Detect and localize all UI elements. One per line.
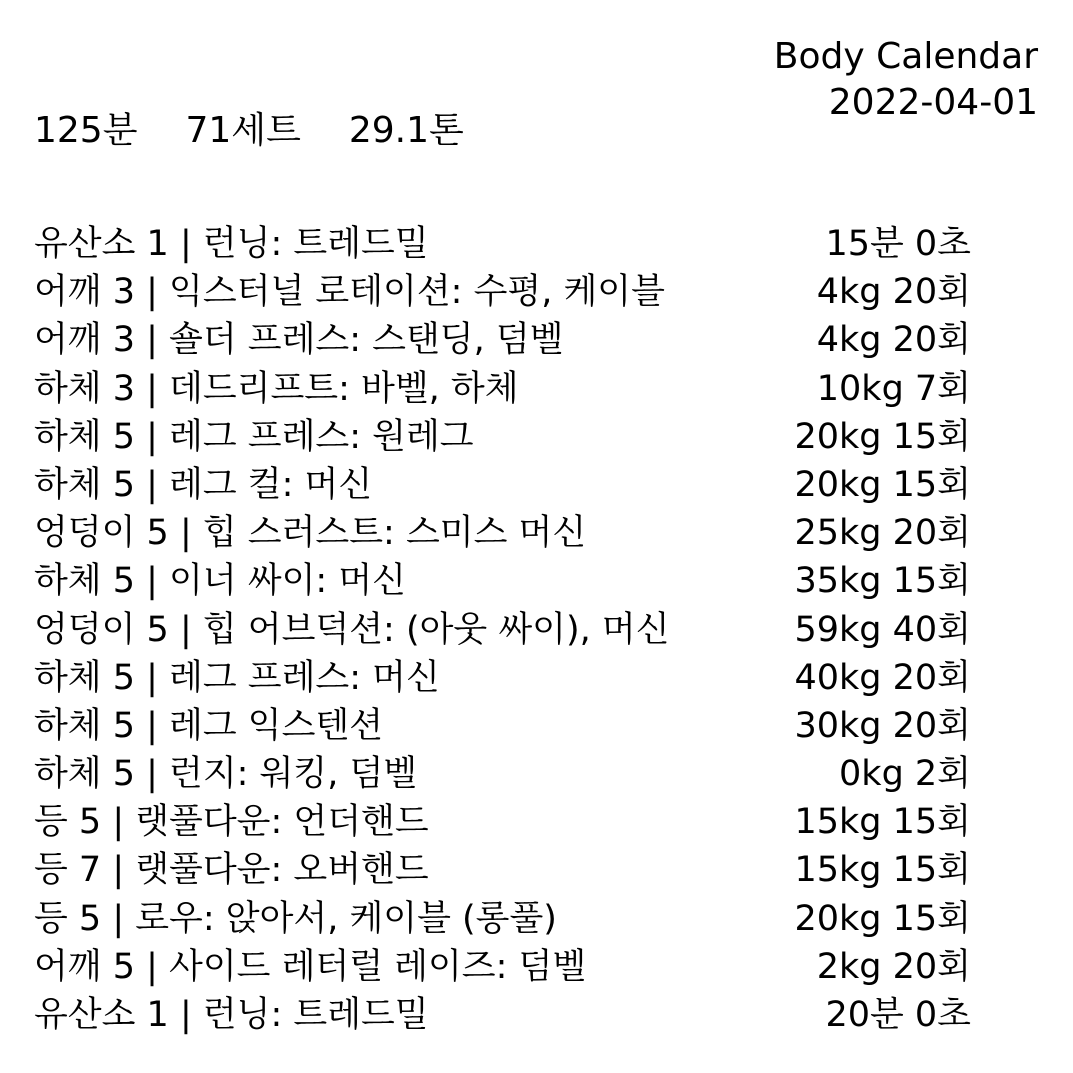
exercise-name: 하체 5 | 레그 프레스: 머신 — [34, 657, 440, 698]
exercise-row — [34, 316, 971, 364]
exercise-value: 40kg 20회 — [794, 657, 971, 698]
exercise-name: 등 7 | 랫풀다운: 오버핸드 — [34, 850, 429, 891]
workout-date: 2022-04-01 — [828, 82, 1038, 123]
exercise-row — [34, 557, 971, 605]
exercise-value: 20kg 15회 — [794, 416, 971, 457]
exercise-value: 15kg 15회 — [794, 802, 971, 843]
exercise-value: 20kg 15회 — [794, 898, 971, 939]
exercise-name: 어깨 3 | 익스터널 로테이션: 수평, 케이블 — [34, 272, 665, 313]
exercise-value: 0kg 2회 — [839, 754, 971, 795]
exercise-row — [34, 509, 971, 557]
exercise-value: 59kg 40회 — [794, 609, 971, 650]
app-title: Body Calendar — [773, 36, 1038, 77]
exercise-value: 15kg 15회 — [794, 850, 971, 891]
exercise-name: 하체 5 | 레그 컬: 머신 — [34, 464, 373, 505]
exercise-row — [34, 895, 971, 943]
exercise-value: 35kg 15회 — [794, 561, 971, 602]
exercise-row — [34, 750, 971, 798]
exercise-value: 15분 0초 — [825, 224, 971, 264]
exercise-row — [34, 798, 971, 846]
exercise-row — [34, 413, 971, 461]
exercise-name: 어깨 3 | 숄더 프레스: 스탠딩, 덤벨 — [34, 320, 564, 361]
summary-duration: 125분 — [34, 110, 138, 151]
exercise-value: 2kg 20회 — [816, 946, 971, 987]
exercise-row — [34, 606, 971, 654]
exercise-name: 하체 5 | 레그 익스텐션 — [34, 705, 384, 746]
exercise-name: 등 5 | 로우: 앉아서, 케이블 (롱풀) — [34, 898, 557, 939]
exercise-value: 4kg 20회 — [816, 272, 971, 313]
exercise-row — [34, 943, 971, 991]
exercise-row — [34, 654, 971, 702]
summary-volume: 29.1톤 — [348, 110, 464, 151]
exercise-value: 10kg 7회 — [816, 368, 971, 409]
exercise-list — [34, 220, 971, 1039]
exercise-name: 등 5 | 랫풀다운: 언더핸드 — [34, 802, 429, 843]
exercise-row — [34, 846, 971, 894]
exercise-name: 엉덩이 5 | 힙 어브덕션: (아웃 싸이), 머신 — [34, 609, 670, 650]
exercise-name: 어깨 5 | 사이드 레터럴 레이즈: 덤벨 — [34, 946, 587, 987]
exercise-name: 엉덩이 5 | 힙 스러스트: 스미스 머신 — [34, 513, 587, 554]
exercise-value: 20kg 15회 — [794, 464, 971, 505]
exercise-row — [34, 268, 971, 316]
summary-sets: 71세트 — [185, 110, 301, 151]
exercise-row — [34, 461, 971, 509]
exercise-name: 하체 5 | 런지: 워킹, 덤벨 — [34, 754, 418, 795]
exercise-value: 25kg 20회 — [794, 513, 971, 554]
exercise-value: 30kg 20회 — [794, 705, 971, 746]
header — [774, 34, 1038, 126]
exercise-row — [34, 702, 971, 750]
exercise-row — [34, 991, 971, 1039]
exercise-value: 4kg 20회 — [816, 320, 971, 361]
exercise-name: 유산소 1 | 런닝: 트레드밀 — [34, 995, 429, 1035]
workout-summary — [34, 108, 464, 154]
exercise-row — [34, 220, 971, 268]
exercise-value: 20분 0초 — [825, 995, 971, 1035]
exercise-name: 유산소 1 | 런닝: 트레드밀 — [34, 224, 429, 264]
exercise-name: 하체 3 | 데드리프트: 바벨, 하체 — [34, 368, 519, 409]
exercise-name: 하체 5 | 이너 싸이: 머신 — [34, 561, 406, 602]
exercise-row — [34, 365, 971, 413]
exercise-name: 하체 5 | 레그 프레스: 원레그 — [34, 416, 474, 457]
